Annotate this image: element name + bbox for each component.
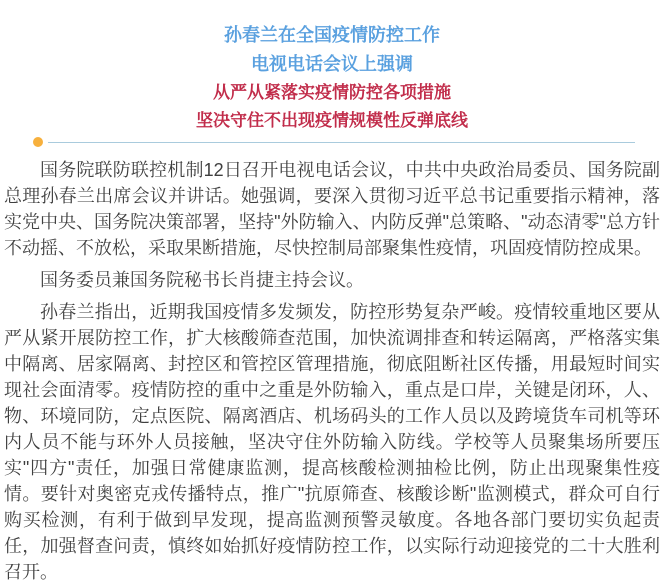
divider-line <box>48 142 635 143</box>
paragraph-1: 国务院联防联控机制12日召开电视电话会议，中共中央政治局委员、国务院副总理孙春兰出席会议并讲话。她强调，要深入贯彻习近平总书记重要指示精神，落实党中央、国务院决策部署，坚持"外防输入、内防反弹"总策略、"动态清零"总方针不动摇、不放松，采取果断措施，尽快控制局部聚集性疫情，巩固疫情防控成果。 <box>4 160 660 258</box>
article-title-block <box>0 0 664 135</box>
subtitle-line-2: 坚决守住不出现疫情规模性反弹底线 <box>196 111 468 130</box>
bullet-dot-icon <box>33 137 43 147</box>
title-line-1: 孙春兰在全国疫情防控工作 <box>224 25 440 45</box>
section-divider <box>33 137 635 147</box>
paragraph-2: 国务委员兼国务院秘书长肖捷主持会议。 <box>40 270 364 290</box>
subtitle-line-1: 从严从紧落实疫情防控各项措施 <box>213 83 451 102</box>
title-line-2: 电视电话会议上强调 <box>251 54 413 74</box>
paragraph-3: 孙春兰指出，近期我国疫情多发频发，防控形势复杂严峻。疫情较重地区要从严从紧开展防控工作，扩大核酸筛查范围，加快流调排查和转运隔离，严格落实集中隔离、居家隔离、封控区和管控区管理措施，彻底阻断社区传播，用最短时间实现社会面清零。疫情防控的重中之重是外防输入，重点是口岸，关键是闭环，人、物、环境同防，定点医院、隔离酒店、机场码头的工作人员以及跨境货车司机等环内人员不能与环外人员接触，坚决守住外防输入防线。学校等人员聚集场所要压实"四方"责任，加强日常健康监测，提高核酸检测抽检比例，防止出现聚集性疫情。要针对奥密克戎传播特点，推广"抗原筛查、核酸诊断"监测模式，群众可自行购买检测，有利于做到早发现，提高监测预警灵敏度。各地各部门要切实负起责任，加强督查问责，慎终如始抓好疫情防控工作，以实际行动迎接党的二十大胜利召开。 <box>4 302 660 582</box>
article-body <box>4 157 660 585</box>
